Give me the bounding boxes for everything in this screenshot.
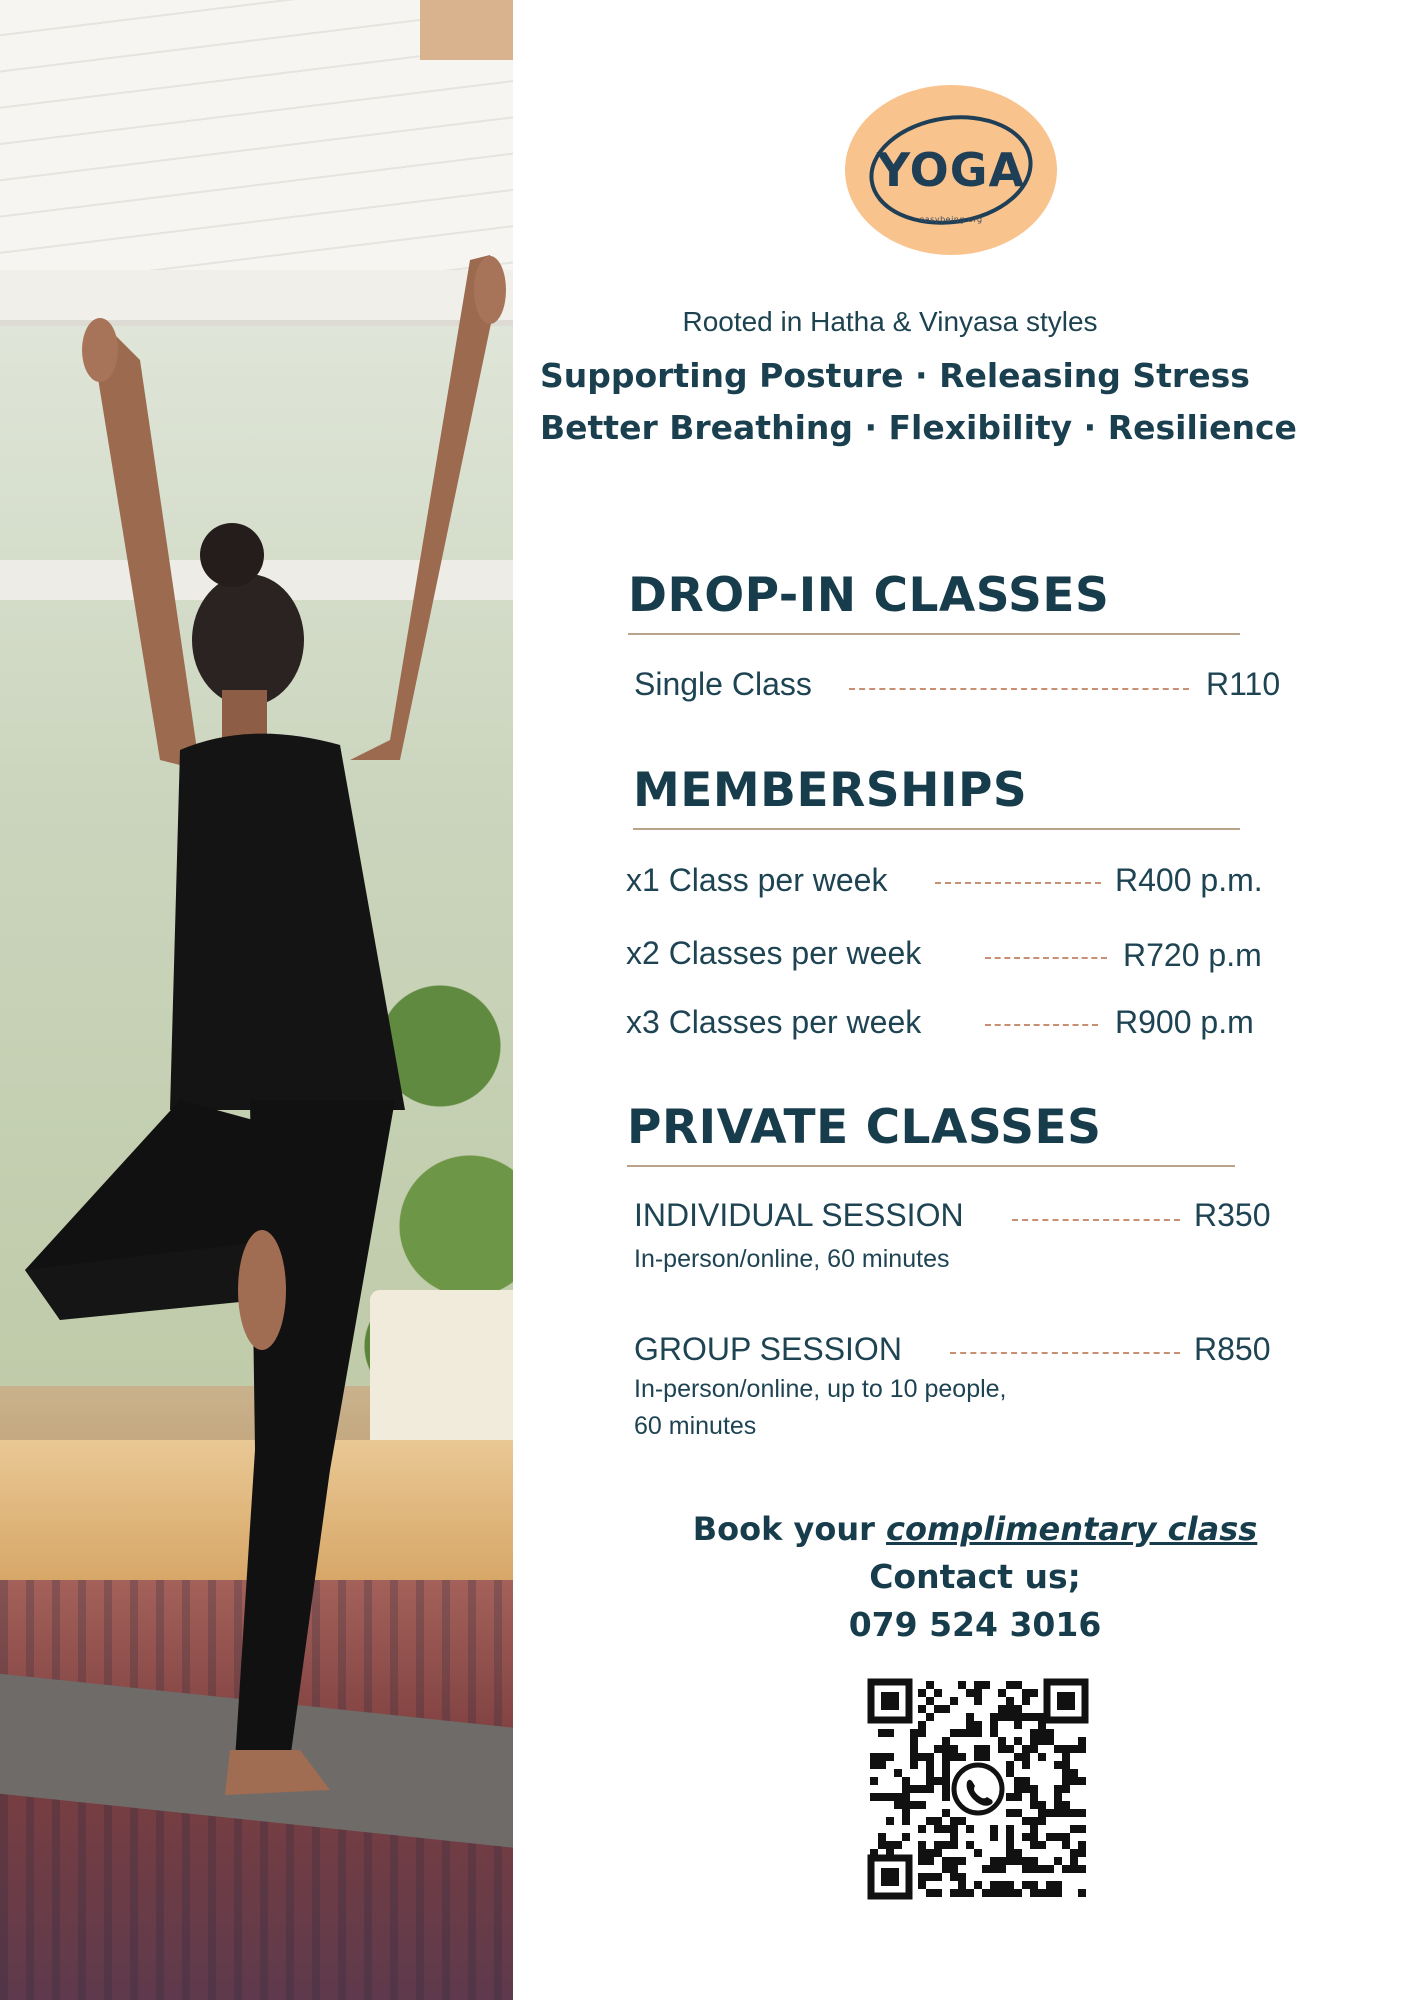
qr-module [934, 1689, 942, 1697]
qr-module [950, 1841, 958, 1849]
qr-module [1038, 1729, 1046, 1737]
qr-module [1006, 1793, 1014, 1801]
qr-module [1006, 1833, 1014, 1841]
qr-module [894, 1801, 902, 1809]
qr-module [1030, 1745, 1038, 1753]
qr-module [942, 1865, 950, 1873]
membership-row-2-price: R720 p.m [1123, 937, 1262, 973]
qr-module [1030, 1833, 1038, 1841]
qr-module [990, 1833, 998, 1841]
qr-module [998, 1705, 1006, 1713]
qr-module [950, 1873, 958, 1881]
qr-module [1070, 1865, 1078, 1873]
qr-module [1062, 1833, 1070, 1841]
qr-module [998, 1857, 1006, 1865]
qr-module [1054, 1889, 1062, 1897]
qr-module [926, 1713, 934, 1721]
qr-module [926, 1817, 934, 1825]
qr-module [1078, 1777, 1086, 1785]
qr-module [910, 1737, 918, 1745]
qr-module [1046, 1729, 1054, 1737]
qr-module [1006, 1745, 1014, 1753]
tagline: Rooted in Hatha & Vinyasa styles [682, 306, 1098, 337]
booking-prefix: Book your [692, 1510, 887, 1548]
qr-module [1046, 1737, 1054, 1745]
qr-module [1014, 1857, 1022, 1865]
qr-module [1070, 1745, 1078, 1753]
qr-module [950, 1753, 958, 1761]
qr-module [998, 1881, 1006, 1889]
qr-module [934, 1825, 942, 1833]
qr-module [926, 1753, 934, 1761]
qr-module [1006, 1713, 1014, 1721]
qr-module [1030, 1801, 1038, 1809]
qr-module [1030, 1729, 1038, 1737]
qr-module [926, 1785, 934, 1793]
qr-module [942, 1785, 950, 1793]
qr-module [1006, 1849, 1014, 1857]
qr-module [1046, 1809, 1054, 1817]
qr-module [910, 1785, 918, 1793]
qr-module [1078, 1745, 1086, 1753]
qr-module [902, 1833, 910, 1841]
qr-module [1054, 1801, 1062, 1809]
qr-module [934, 1777, 942, 1785]
qr-module [998, 1737, 1006, 1745]
qr-module [942, 1841, 950, 1849]
qr-module [1006, 1857, 1014, 1865]
qr-module [1014, 1681, 1022, 1689]
qr-module [998, 1689, 1006, 1697]
qr-module [942, 1761, 950, 1769]
qr-module [1062, 1841, 1070, 1849]
qr-module [894, 1793, 902, 1801]
qr-module [918, 1785, 926, 1793]
qr-module [966, 1689, 974, 1697]
qr-module [918, 1873, 926, 1881]
qr-module [1030, 1825, 1038, 1833]
qr-module [902, 1817, 910, 1825]
qr-module [958, 1753, 966, 1761]
qr-module [926, 1777, 934, 1785]
logo-word: YOGA [876, 143, 1026, 197]
group-session-price: R850 [1194, 1331, 1271, 1367]
qr-module [966, 1713, 974, 1721]
qr-module [902, 1785, 910, 1793]
benefits-line-1: Supporting Posture · Releasing Stress [540, 356, 1250, 395]
qr-module [950, 1833, 958, 1841]
qr-module [1014, 1737, 1022, 1745]
qr-module [918, 1857, 926, 1865]
qr-module [1054, 1761, 1062, 1769]
qr-module [910, 1801, 918, 1809]
qr-module [942, 1825, 950, 1833]
qr-module [1006, 1681, 1014, 1689]
qr-module [982, 1681, 990, 1689]
qr-module [950, 1817, 958, 1825]
qr-module [926, 1769, 934, 1777]
qr-module [950, 1825, 958, 1833]
qr-module [918, 1721, 926, 1729]
individual-session-leader [1012, 1219, 1180, 1221]
qr-module [894, 1841, 902, 1849]
qr-module [1030, 1737, 1038, 1745]
qr-code[interactable] [867, 1678, 1089, 1900]
group-session-label: GROUP SESSION [634, 1331, 902, 1367]
qr-module [934, 1745, 942, 1753]
qr-module [974, 1721, 982, 1729]
qr-module [1078, 1865, 1086, 1873]
qr-module [878, 1833, 886, 1841]
qr-module [1078, 1841, 1086, 1849]
qr-module [998, 1889, 1006, 1897]
qr-module [1006, 1809, 1014, 1817]
qr-module [926, 1697, 934, 1705]
qr-module [1046, 1889, 1054, 1897]
qr-module [1006, 1881, 1014, 1889]
memberships-heading: MEMBERSHIPS [633, 763, 1028, 818]
qr-module [990, 1825, 998, 1833]
group-session-details-1: In-person/online, up to 10 people, [634, 1375, 1007, 1403]
qr-module [942, 1809, 950, 1817]
complimentary-class-link[interactable]: complimentary class [886, 1510, 1258, 1548]
qr-module [1038, 1889, 1046, 1897]
qr-module [1014, 1705, 1022, 1713]
yoga-photo [0, 0, 513, 2000]
qr-module [1022, 1785, 1030, 1793]
qr-module [1046, 1833, 1054, 1841]
qr-module [1006, 1705, 1014, 1713]
qr-module [950, 1697, 958, 1705]
individual-session-price: R350 [1194, 1197, 1271, 1233]
membership-row-2-label: x2 Classes per week [626, 935, 922, 971]
qr-module [1014, 1721, 1022, 1729]
qr-module [934, 1889, 942, 1897]
membership-row-3-label: x3 Classes per week [626, 1004, 922, 1040]
phone-number[interactable]: 079 524 3016 [848, 1605, 1102, 1644]
qr-module [1030, 1689, 1038, 1697]
qr-module [1062, 1753, 1070, 1761]
qr-module [926, 1761, 934, 1769]
qr-module [1062, 1801, 1070, 1809]
qr-module [902, 1801, 910, 1809]
qr-module [878, 1753, 886, 1761]
drop-in-heading: DROP-IN CLASSES [628, 568, 1110, 623]
qr-module [1030, 1865, 1038, 1873]
qr-module [950, 1857, 958, 1865]
qr-module [1006, 1841, 1014, 1849]
qr-module [878, 1793, 886, 1801]
qr-module [918, 1849, 926, 1857]
qr-module [1062, 1777, 1070, 1785]
qr-module [910, 1761, 918, 1769]
private-divider [627, 1165, 1235, 1167]
qr-module [958, 1881, 966, 1889]
qr-module [1054, 1881, 1062, 1889]
qr-module [990, 1857, 998, 1865]
qr-module [918, 1881, 926, 1889]
qr-module [1022, 1865, 1030, 1873]
qr-module [1038, 1817, 1046, 1825]
qr-module [1022, 1753, 1030, 1761]
qr-module [1070, 1825, 1078, 1833]
qr-module [942, 1769, 950, 1777]
benefits-line-2: Better Breathing · Flexibility · Resilience [540, 408, 1297, 447]
qr-module [1014, 1809, 1022, 1817]
qr-module [942, 1777, 950, 1785]
qr-module [1022, 1857, 1030, 1865]
qr-module [966, 1721, 974, 1729]
qr-module [1038, 1737, 1046, 1745]
qr-module [966, 1889, 974, 1897]
qr-module [950, 1729, 958, 1737]
qr-module [1070, 1857, 1078, 1865]
qr-module [926, 1857, 934, 1865]
qr-module [990, 1729, 998, 1737]
qr-module [966, 1841, 974, 1849]
qr-module [902, 1793, 910, 1801]
qr-module [974, 1881, 982, 1889]
private-heading: PRIVATE CLASSES [627, 1100, 1102, 1155]
qr-module [886, 1793, 894, 1801]
qr-module [950, 1745, 958, 1753]
qr-module [1022, 1689, 1030, 1697]
qr-module [1022, 1761, 1030, 1769]
qr-module [958, 1681, 966, 1689]
single-class-leader [849, 688, 1189, 690]
qr-module [1022, 1777, 1030, 1785]
qr-module [950, 1865, 958, 1873]
qr-module [1006, 1761, 1014, 1769]
qr-module [990, 1721, 998, 1729]
qr-module [1038, 1841, 1046, 1849]
qr-module [926, 1889, 934, 1897]
qr-module [982, 1745, 990, 1753]
qr-module [1078, 1825, 1086, 1833]
qr-module [1014, 1753, 1022, 1761]
qr-module [1070, 1769, 1078, 1777]
logo-subtext: easybeing.org [919, 215, 983, 224]
qr-module [974, 1753, 982, 1761]
qr-module [926, 1849, 934, 1857]
qr-module [870, 1777, 878, 1785]
qr-module [1030, 1817, 1038, 1825]
qr-module [902, 1777, 910, 1785]
qr-module [1054, 1857, 1062, 1865]
qr-module [910, 1729, 918, 1737]
qr-module [1022, 1817, 1030, 1825]
qr-module [878, 1841, 886, 1849]
membership-row-1-label: x1 Class per week [626, 862, 888, 898]
qr-module [942, 1705, 950, 1713]
qr-module [958, 1817, 966, 1825]
qr-module [934, 1849, 942, 1857]
qr-module [934, 1705, 942, 1713]
qr-module [886, 1841, 894, 1849]
qr-module [974, 1849, 982, 1857]
qr-module [934, 1873, 942, 1881]
qr-module [1030, 1857, 1038, 1865]
qr-module [958, 1857, 966, 1865]
qr-module [886, 1729, 894, 1737]
qr-module [1070, 1777, 1078, 1785]
qr-module [1030, 1889, 1038, 1897]
qr-module [870, 1761, 878, 1769]
qr-module [1078, 1849, 1086, 1857]
qr-module [1014, 1777, 1022, 1785]
whatsapp-icon [954, 1765, 1002, 1813]
qr-module [926, 1681, 934, 1689]
membership-row-2-leader [985, 957, 1107, 959]
qr-module [974, 1745, 982, 1753]
qr-module [918, 1729, 926, 1737]
qr-module [990, 1881, 998, 1889]
qr-module [942, 1737, 950, 1745]
qr-module [990, 1865, 998, 1873]
qr-module [886, 1817, 894, 1825]
qr-module [918, 1705, 926, 1713]
qr-module [1054, 1833, 1062, 1841]
qr-module [1038, 1865, 1046, 1873]
qr-module [1054, 1809, 1062, 1817]
qr-module [1022, 1697, 1030, 1705]
qr-module [1070, 1809, 1078, 1817]
qr-module [982, 1889, 990, 1897]
qr-module [1006, 1697, 1014, 1705]
individual-session-label: INDIVIDUAL SESSION [634, 1197, 964, 1233]
single-class-price: R110 [1206, 666, 1281, 702]
qr-module [1030, 1841, 1038, 1849]
qr-module [974, 1681, 982, 1689]
qr-module [1014, 1785, 1022, 1793]
qr-module [910, 1753, 918, 1761]
qr-module [942, 1857, 950, 1865]
qr-module [918, 1825, 926, 1833]
qr-module [878, 1729, 886, 1737]
qr-module [1046, 1865, 1054, 1873]
qr-module [918, 1801, 926, 1809]
memberships-divider [633, 828, 1240, 830]
qr-module [918, 1689, 926, 1697]
membership-row-1-leader [935, 882, 1101, 884]
qr-module [1022, 1881, 1030, 1889]
qr-module [974, 1689, 982, 1697]
qr-module [958, 1873, 966, 1881]
qr-module [958, 1889, 966, 1897]
qr-module [1038, 1753, 1046, 1761]
qr-module [870, 1753, 878, 1761]
qr-module [934, 1817, 942, 1825]
qr-module [1078, 1737, 1086, 1745]
qr-module [982, 1753, 990, 1761]
qr-module [1062, 1745, 1070, 1753]
qr-module [942, 1745, 950, 1753]
qr-module [1038, 1809, 1046, 1817]
qr-module [1030, 1713, 1038, 1721]
qr-module [998, 1713, 1006, 1721]
qr-module [1030, 1793, 1038, 1801]
qr-module [918, 1753, 926, 1761]
qr-module [1006, 1889, 1014, 1897]
qr-module [1022, 1713, 1030, 1721]
drop-in-divider [628, 633, 1240, 635]
qr-module [1030, 1785, 1038, 1793]
qr-module [1062, 1785, 1070, 1793]
membership-row-3-leader [985, 1024, 1098, 1026]
qr-module [974, 1729, 982, 1737]
yoga-logo [845, 85, 1057, 255]
qr-module [1078, 1809, 1086, 1817]
qr-module [902, 1809, 910, 1817]
woman-tree-pose [0, 0, 513, 2000]
qr-module [1014, 1849, 1022, 1857]
qr-module [998, 1745, 1006, 1753]
qr-module [1062, 1865, 1070, 1873]
qr-module [886, 1753, 894, 1761]
qr-module [878, 1761, 886, 1769]
qr-module [894, 1769, 902, 1777]
qr-module [966, 1825, 974, 1833]
group-session-details-2: 60 minutes [634, 1412, 757, 1440]
qr-module [942, 1793, 950, 1801]
qr-module [1046, 1881, 1054, 1889]
group-session-leader [950, 1352, 1180, 1354]
qr-module [1070, 1849, 1078, 1857]
qr-module [958, 1729, 966, 1737]
membership-row-1-price: R400 p.m. [1115, 862, 1263, 898]
qr-module [1014, 1793, 1022, 1801]
qr-module [1022, 1833, 1030, 1841]
qr-module [926, 1873, 934, 1881]
qr-module [1022, 1745, 1030, 1753]
qr-module [966, 1729, 974, 1737]
qr-module [990, 1889, 998, 1897]
qr-module [1078, 1889, 1086, 1897]
qr-module [910, 1745, 918, 1753]
qr-module [974, 1697, 982, 1705]
qr-module [934, 1841, 942, 1849]
qr-module [942, 1753, 950, 1761]
qr-module [1006, 1769, 1014, 1777]
qr-module [950, 1889, 958, 1897]
qr-module [1062, 1809, 1070, 1817]
qr-module [1054, 1785, 1062, 1793]
qr-module [982, 1865, 990, 1873]
qr-module [1014, 1889, 1022, 1897]
qr-module [990, 1713, 998, 1721]
qr-module [870, 1793, 878, 1801]
booking-line [560, 1510, 1390, 1548]
qr-module [1062, 1769, 1070, 1777]
qr-module [1030, 1881, 1038, 1889]
qr-module [1054, 1793, 1062, 1801]
qr-module [1062, 1761, 1070, 1769]
membership-row-3-price: R900 p.m [1115, 1004, 1254, 1040]
qr-module [1038, 1801, 1046, 1809]
single-class-label: Single Class [634, 666, 812, 702]
qr-module [1014, 1713, 1022, 1721]
individual-session-details: In-person/online, 60 minutes [634, 1245, 950, 1273]
contact-label: Contact us; [869, 1557, 1081, 1596]
qr-module [1054, 1745, 1062, 1753]
qr-module [998, 1865, 1006, 1873]
qr-module [918, 1841, 926, 1849]
qr-module [1006, 1825, 1014, 1833]
